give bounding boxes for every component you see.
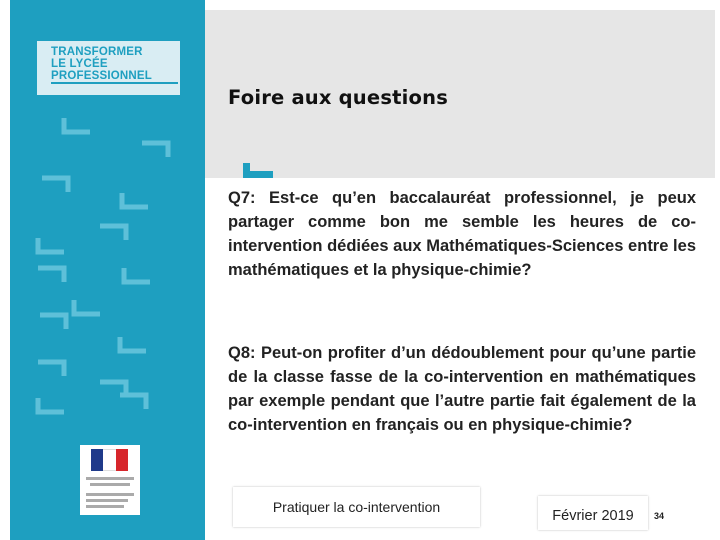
title-accent-bar	[243, 171, 273, 178]
logo-underline	[51, 82, 178, 84]
logo-line-3: PROFESSIONNEL	[51, 70, 153, 82]
ministry-seal-icon	[80, 445, 140, 515]
logo-line-2: LE LYCÉE	[51, 58, 108, 70]
question-q7: Q7: Est-ce qu’en baccalauréat professionnel, je peux partager comme bon me semble les heures de co-intervention dédiées aux Mathématiques-Sciences entre les mathématiques et la physique-chimie?	[228, 189, 696, 279]
page-title: Foire aux questions	[228, 86, 449, 109]
page-number: 34	[654, 511, 665, 521]
flag-icon	[91, 449, 128, 471]
footer-label: Pratiquer la co-intervention	[272, 499, 441, 515]
footer-box	[233, 487, 480, 527]
logo-line-1: TRANSFORMER	[51, 46, 143, 58]
question-q8: Q8: Peut-on profiter d’un dédoublement pour qu’une partie de la classe fasse de la co-intervention en mathématiques par exemple pendant que l’autre partie fait également de la co-intervention en français ou en physique-chimie?	[228, 344, 696, 434]
date-box	[538, 496, 648, 530]
date-label: Février 2019	[552, 508, 634, 524]
